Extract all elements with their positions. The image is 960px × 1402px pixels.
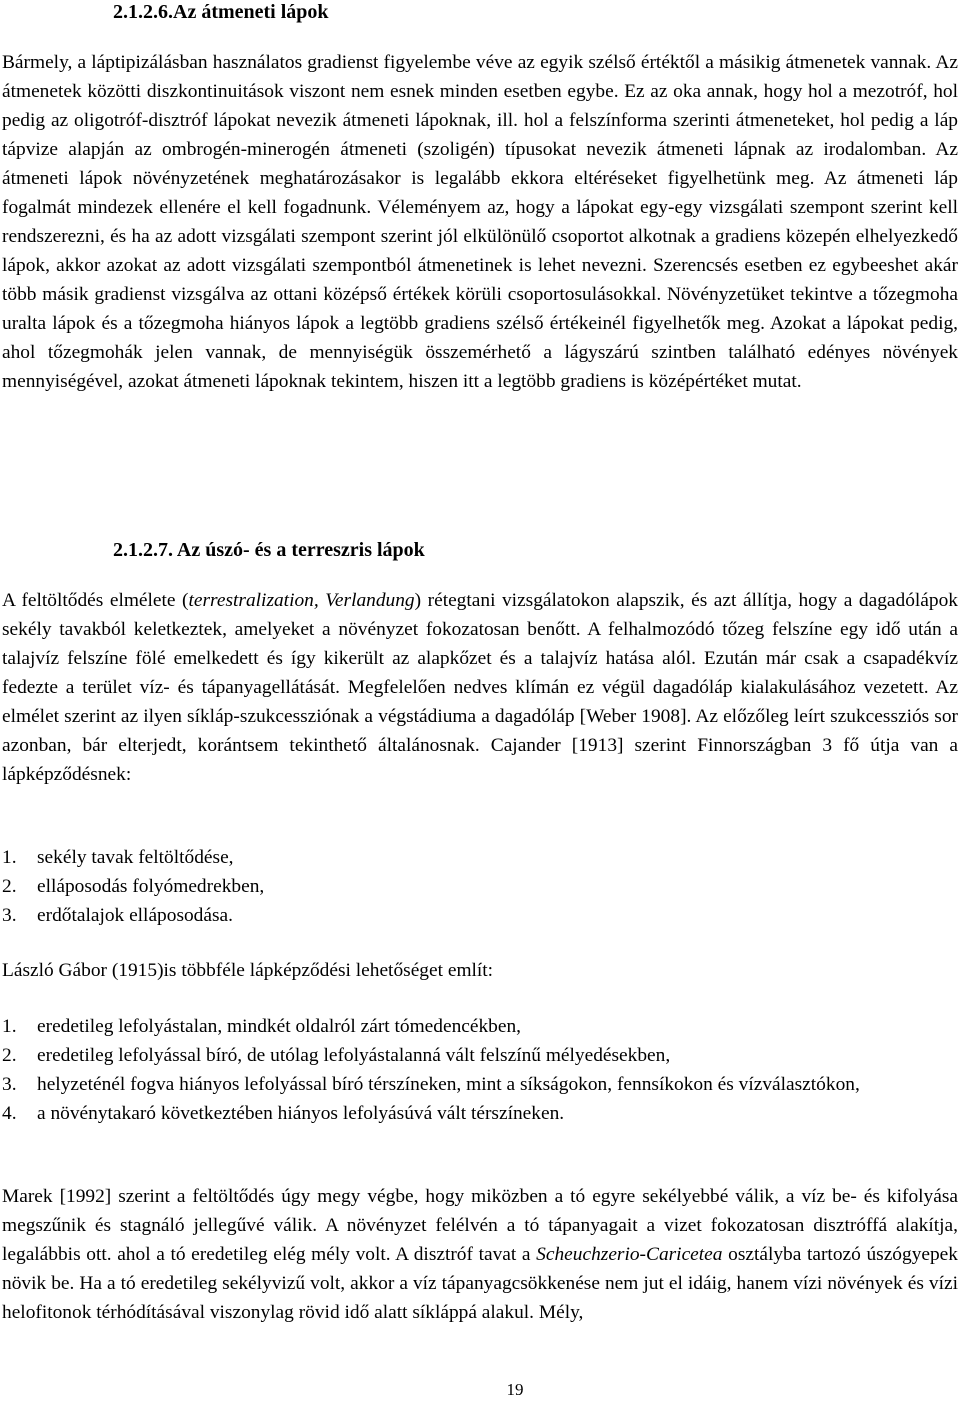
- italic-term: terrestralization, Verlandung: [188, 590, 415, 611]
- list-item-text: sekély tavak feltöltődése,: [37, 847, 234, 868]
- list-item-number: 1.: [2, 1016, 17, 1037]
- list-item: [2, 1012, 958, 1041]
- list-item: [2, 1070, 958, 1099]
- list-item-number: 3.: [2, 905, 17, 926]
- list-item: [2, 1041, 958, 1070]
- list-item-number: 1.: [2, 847, 17, 868]
- list-item-number: 3.: [2, 1074, 17, 1095]
- list-item-number: 2.: [2, 876, 17, 897]
- paragraph-marek: [2, 1182, 958, 1327]
- paragraph-text: Marek [1992] szerint a feltöltődés úgy megy végbe, hogy miközben a tó egyre sekélyebbé válik, a víz be- és kifolyása megszűnik és stagnáló jellegűvé válik. A növényzet felélvén a tó tápanyagait a vizet fokozatosan disztróffá alakítja, legalábbis ott. ahol a tó eredetileg elég mély volt. A disztróf tavat a: [2, 1186, 958, 1265]
- list-item-text: eredetileg lefolyástalan, mindkét oldalról zárt tómedencékben,: [37, 1016, 522, 1037]
- list-item: [2, 843, 958, 872]
- list-laszlo-lapkepzodes: [2, 1012, 958, 1128]
- section-heading-atmeneti-lapok: 2.1.2.6.Az átmeneti lápok: [113, 1, 329, 23]
- list-cajander-lapkepzodes: [2, 843, 958, 930]
- paragraph-text: ) rétegtani vizsgálatokon alapszik, és azt állítja, hogy a dagadólápok sekély tavakból keletkeztek, amelyeket a növényzet fokozatosan benőtt. A felhalmozódó tőzeg felszíne egy idő után a talajvíz felszíne fölé emelkedett és így kikerült az alapkőzet és a talajvíz hatása alól. Ezután már csak a csapadékvíz fedezte a terület víz- és tápanyagellátását. Megfelelően nedves klímán ez végül dagadóláp kialakulásához vezetett. Az elmélet szerint az ilyen síkláp-szukcessziónak a végstádiuma a dagadóláp [Weber 1908]. Az előzőleg leírt szukcessziós sor azonban, bár elterjedt, korántsem tekinthető általánosnak. Cajander [1913] szerint Finnországban 3 fő útja van a lápképződésnek:: [2, 590, 958, 785]
- paragraph-feltoltodes-elmelete: [2, 586, 958, 789]
- italic-term: Scheuchzerio-Caricetea: [536, 1244, 723, 1265]
- list-item-text: erdőtalajok elláposodása.: [37, 905, 233, 926]
- list-item-text: helyzeténél fogva hiányos lefolyással bíró térszíneken, mint a síkságokon, fennsíkokon és vízválasztókon,: [37, 1074, 860, 1095]
- list-item-number: 2.: [2, 1045, 17, 1066]
- paragraph-laszlo-gabor: László Gábor (1915)is többféle lápképződési lehetőséget említ:: [2, 960, 494, 981]
- list-item: [2, 1099, 958, 1128]
- list-item-text: a növénytakaró következtében hiányos lefolyásúvá vált térszíneken.: [37, 1103, 565, 1124]
- list-item-text: eredetileg lefolyással bíró, de utólag lefolyástalanná vált felszínű mélyedésekben,: [37, 1045, 671, 1066]
- list-item: [2, 901, 958, 930]
- paragraph-atmeneti-lapok: Bármely, a láptipizálásban használatos gradienst figyelembe véve az egyik szélső értéktől a másikig átmenetek vannak. Az átmenetek közötti diszkontinuitások viszont nem esnek minden esetben egybe. Ez az oka annak, hogy hol a mezotróf, hol pedig az oligotróf-disztróf lápokat nevezik átmeneti lápoknak, ill. hol a felszínforma szerinti átmeneteket, hol pedig a láp tápvize alapján az ombrogén-minerogén átmeneti (szoligén) típusokat nevezik átmeneti lápnak az irodalomban. Az átmeneti lápok növényzetének meghatározásakor is legalább ekkora eltéréseket figyelhetünk meg. Az átmeneti láp fogalmát mindezek ellenére el kell fogadnunk. Véleményem az, hogy a lápokat egy-egy vizsgálati szempont szerint kell rendszerezni, és ha az adott vizsgálati szempont szerint jól elkülönülő csoportot alkotnak a gradiens közepén elhelyezkedő lápok, akkor azokat az adott vizsgálati szempontból átmenetinek is lehet nevezni. Szerencsés esetben ez egybeeshet akár több másik gradienst vizsgálva az ottani középső értékek körüli csoportosulásokkal. Növényzetüket tekintve a tőzegmoha uralta lápok és a tőzegmoha hiányos lápok a legtöbb gradiens szélső értékeinél figyelhetők meg. Azokat a lápokat pedig, ahol tőzegmohák jelen vannak, de mennyiségük összemérhető a lágyszárú szintben található edényes növények mennyiségével, azokat átmeneti lápoknak tekintem, hiszen itt a legtöbb gradiens is középértéket mutat.: [2, 52, 958, 392]
- list-item-number: 4.: [2, 1103, 17, 1124]
- section-heading-uszo-terreszris-lapok: 2.1.2.7. Az úszó- és a terreszris lápok: [113, 539, 425, 561]
- list-item: [2, 872, 958, 901]
- paragraph-text: A feltöltődés elmélete (: [2, 590, 189, 611]
- paragraph-text: osztályba tartozó úszógyepek növik be. Ha a tó eredetileg sekélyvizű volt, akkor a víz tápanyagcsökkenése nem jut el idáig, hanem vízi növények és vízi helofitonok térhódításával viszonylag rövid idő alatt síkláppá alakul. Mély,: [2, 1244, 958, 1323]
- page-number: 19: [506, 1380, 524, 1399]
- list-item-text: elláposodás folyómedrekben,: [37, 876, 265, 897]
